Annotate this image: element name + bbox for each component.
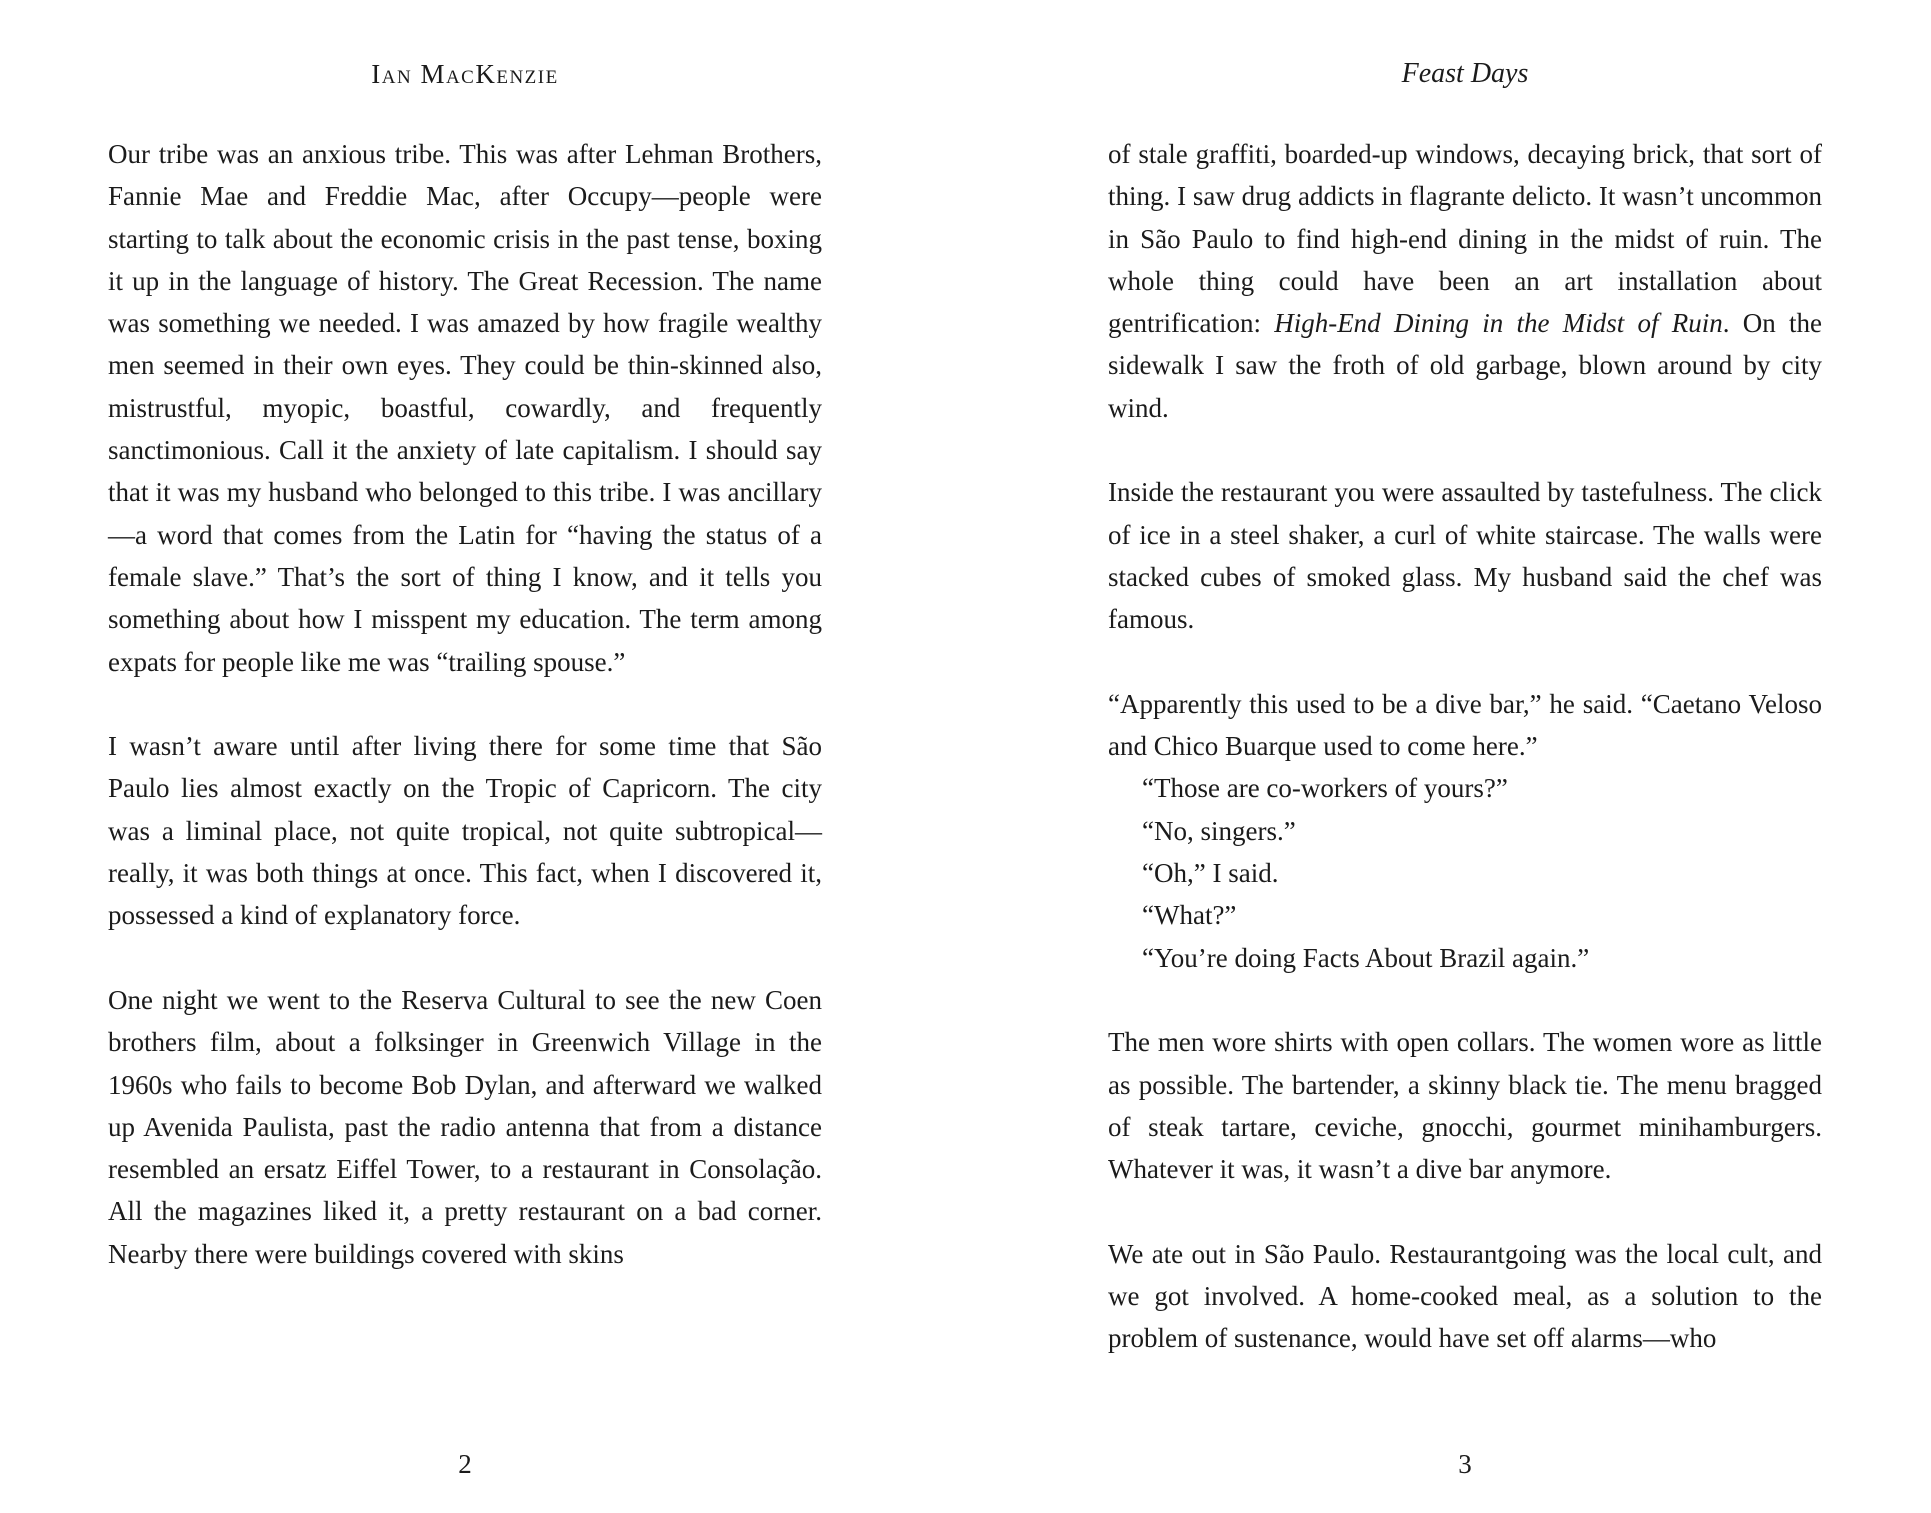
paragraph <box>1108 133 1822 429</box>
paragraph: The men wore shirts with open collars. The women wore as little as possible. The bartender, a skinny black tie. The menu bragged of steak tartare, ceviche, gnocchi, gourmet minihamburgers. Whatever it was, it wasn’t a dive bar anymore. <box>1108 1027 1822 1185</box>
running-head-author: Ian MacKenzie <box>371 59 559 89</box>
running-head-title: Feast Days <box>1401 58 1529 89</box>
dialogue-block <box>1108 767 1822 978</box>
paragraph: One night we went to the Reserva Cultural to see the new Coen brothers film, about a folksinger in Greenwich Village in the 1960s who fails to become Bob Dylan, and afterward we walked up Avenida Paulista, past the radio antenna that from a distance resembled an ersatz Eiffel Tower, to a restaurant in Consolação. All the magazines liked it, a pretty restaurant on a bad corner. Nearby there were buildings covered with skins <box>108 984 822 1269</box>
dialogue-line: “Those are co-workers of yours?” <box>1142 773 1508 804</box>
paragraph-text: . On the sidewalk I saw the froth of old garbage, blown around by city wind. <box>1108 308 1822 423</box>
paragraph: “Apparently this used to be a dive bar,” he said. “Caetano Veloso and Chico Buarque used to come here.” <box>1108 688 1822 762</box>
dialogue-line: “Oh,” I said. <box>1142 858 1279 889</box>
left-page-body <box>108 133 822 1275</box>
dialogue-line: “You’re doing Facts About Brazil again.” <box>1142 942 1590 973</box>
page-number: 2 <box>458 1449 472 1479</box>
italic-title: High-End Dining in the Midst of Ruin <box>1274 308 1723 339</box>
dialogue-line: “What?” <box>1142 900 1237 931</box>
dialogue-line: “No, singers.” <box>1142 815 1296 846</box>
paragraph: I wasn’t aware until after living there for some time that São Paulo lies almost exactly on the Tropic of Capricorn. The city was a liminal place, not quite tropical, not quite subtropical—really, it was both things at once. This fact, when I discovered it, possessed a kind of explanatory force. <box>108 731 822 931</box>
paragraph: Inside the restaurant you were assaulted by tastefulness. The click of ice in a steel shaker, a curl of white staircase. The walls were stacked cubes of smoked glass. My husband said the chef was famous. <box>1108 477 1822 635</box>
paragraph: We ate out in São Paulo. Restaurantgoing was the local cult, and we got involved. A home-cooked meal, as a solution to the problem of sustenance, would have set off alarms—who <box>1108 1238 1822 1354</box>
paragraph: Our tribe was an anxious tribe. This was after Lehman Brothers, Fannie Mae and Freddie Mac, after Occupy—people were starting to talk about the economic crisis in the past tense, boxing it up in the language of history. The Great Recession. The name was something we needed. I was amazed by how fragile wealthy men seemed in their own eyes. They could be thin-skinned also, mistrustful, myopic, boastful, cowardly, and frequently sanctimonious. Call it the anxiety of late capitalism. I should say that it was my husband who belonged to this tribe. I was ancillary—a word that comes from the Latin for “having the status of a female slave.” That’s the sort of thing I know, and it tells you something about how I misspent my education. The term among expats for people like me was “trailing spouse.” <box>108 139 822 677</box>
page-number: 3 <box>1458 1449 1472 1479</box>
left-page <box>0 0 965 1513</box>
right-page-body <box>1108 133 1822 1360</box>
right-page <box>965 0 1931 1513</box>
paragraph-text: of stale graffiti, boarded-up windows, decaying brick, that sort of thing. I saw drug addicts in flagrante delicto. It wasn’t uncommon in São Paulo to find high-end dining in the midst of ruin. The whole thing could have been an art installation about gentrification: <box>1108 139 1822 339</box>
